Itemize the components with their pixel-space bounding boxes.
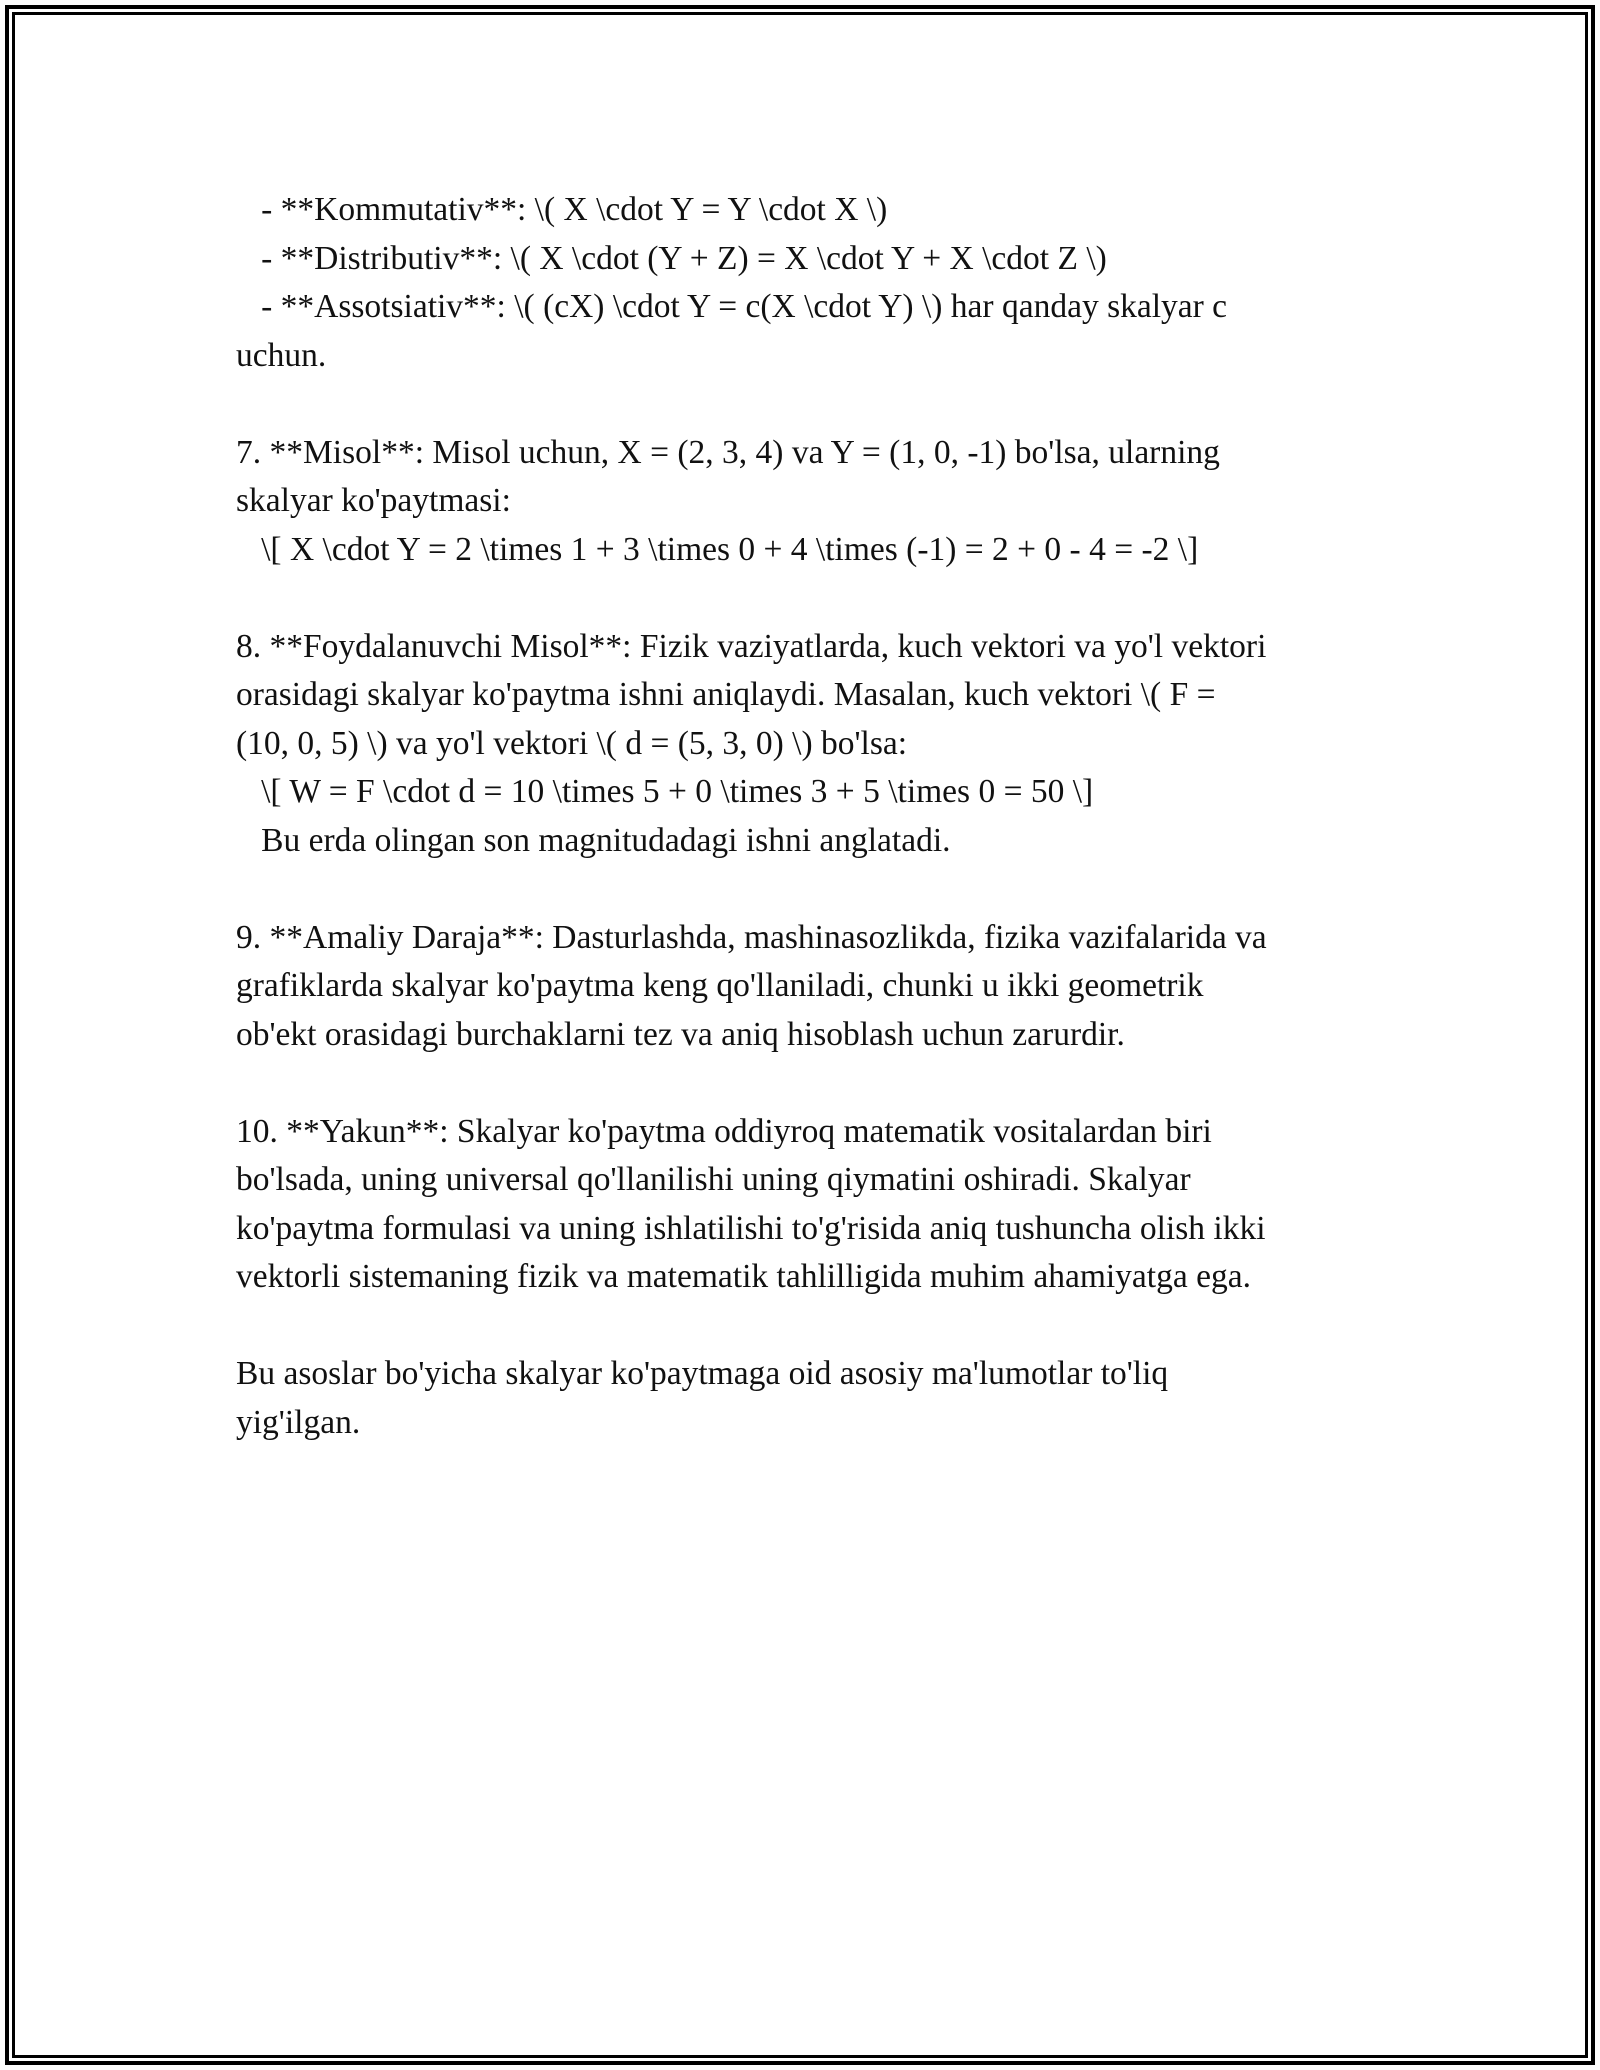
blank-line [236,1302,1386,1351]
text-line: - **Distributiv**: \( X \cdot (Y + Z) = X \cdot Y + X \cdot Z \) [236,239,1107,277]
text-line: orasidagi skalyar ko'paytma ishni aniqlaydi. Masalan, kuch vektori \( F = [236,676,1216,713]
text-line: yig'ilgan. [236,1403,361,1441]
text-line: 10. **Yakun**: Skalyar ko'paytma oddiyroq matematik vositalardan biri [236,1112,1212,1150]
text-line: grafiklarda skalyar ko'paytma keng qo'llaniladi, chunki u ikki geometrik [236,967,1204,1004]
blank-line [236,865,1386,914]
blank-line [236,380,1386,429]
text-line: 9. **Amaliy Daraja**: Dasturlashda, mashinasozlikda, fizika vazifalarida va [236,918,1267,956]
text-line: vektorli sistemaning fizik va matematik tahlilligida muhim ahamiyatga ega. [236,1258,1251,1295]
text-line: 7. **Misol**: Misol uchun, X = (2, 3, 4) va Y = (1, 0, -1) bo'lsa, ularning [236,433,1220,471]
document-body [236,186,1386,1447]
text-line: \[ W = F \cdot d = 10 \times 5 + 0 \times 3 + 5 \times 0 = 50 \] [236,773,1094,810]
text-line: - **Assotsiativ**: \( (cX) \cdot Y = c(X \cdot Y) \) har qanday skalyar c [236,288,1228,325]
text-line: ko'paytma formulasi va uning ishlatilishi to'g'risida aniq tushuncha olish ikki [236,1209,1266,1247]
text-line: Bu erda olingan son magnitudadagi ishni anglatadi. [236,821,951,859]
text-line: - **Kommutativ**: \( X \cdot Y = Y \cdot X \) [236,191,888,228]
text-line: 8. **Foydalanuvchi Misol**: Fizik vaziyatlarda, kuch vektori va yo'l vektori [236,627,1267,665]
text-line: uchun. [236,336,327,374]
text-line: bo'lsada, uning universal qo'llanilishi uning qiymatini oshiradi. Skalyar [236,1161,1191,1198]
text-line: ob'ekt orasidagi burchaklarni tez va aniq hisoblash uchun zarurdir. [236,1015,1125,1053]
text-line: \[ X \cdot Y = 2 \times 1 + 3 \times 0 + 4 \times (-1) = 2 + 0 - 4 = -2 \] [236,530,1199,568]
text-line: Bu asoslar bo'yicha skalyar ko'paytmaga oid asosiy ma'lumotlar to'liq [236,1355,1169,1392]
text-line: skalyar ko'paytmasi: [236,482,511,519]
blank-line [236,1059,1386,1108]
blank-line [236,574,1386,623]
text-line: (10, 0, 5) \) va yo'l vektori \( d = (5, 3, 0) \) bo'lsa: [236,724,908,762]
